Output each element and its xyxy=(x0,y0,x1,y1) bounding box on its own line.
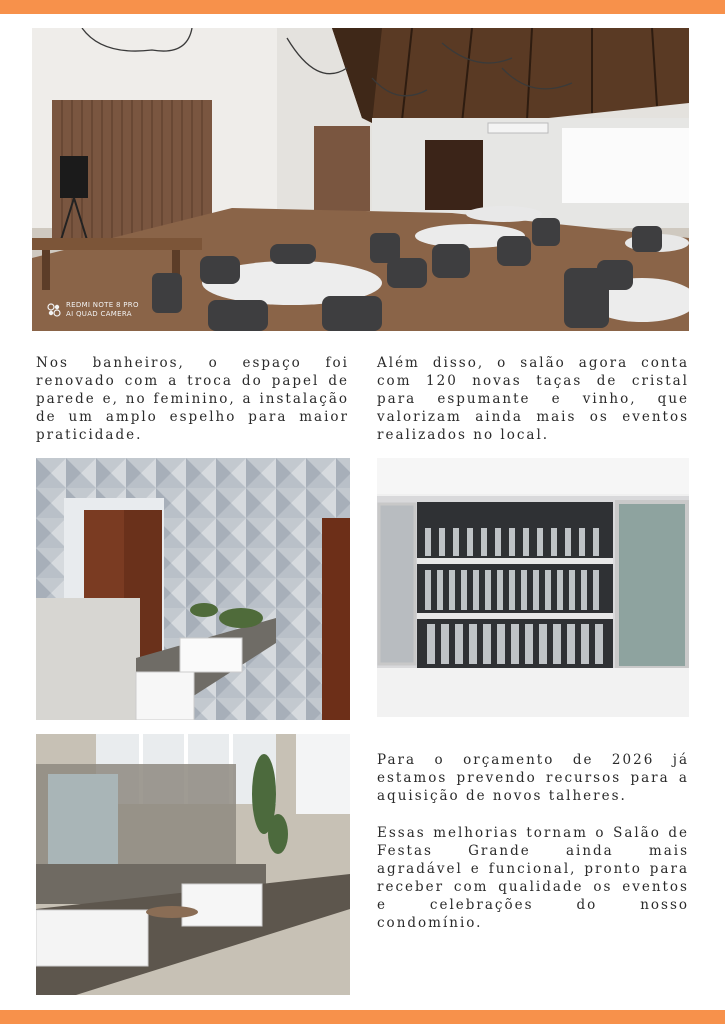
improvements-paragraph: Essas melhorias tornam o Salão de Festas Grande ainda mais agradável e funcional, pronto para receber com qualidade os eventos e celebrações do nosso condomínio. xyxy=(377,825,689,931)
bathroom-sinks-photo xyxy=(36,734,350,995)
bathroom-mirror-illustration xyxy=(36,458,350,720)
camera-label-line2: AI QUAD CAMERA xyxy=(66,310,132,318)
camera-watermark xyxy=(46,301,139,319)
glasses-paragraph: Além disso, o salão agora conta com 120 novas taças de cristal para espumante e vinho, que valorizam ainda mais os eventos realizados no local. xyxy=(377,355,689,443)
bathrooms-paragraph: Nos banheiros, o espaço foi renovado com a troca do papel de parede e, no feminino, a instalação de um amplo espelho para maior praticidade. xyxy=(36,355,349,443)
crystal-glasses-cabinet-photo xyxy=(377,458,689,717)
camera-dots-icon xyxy=(46,302,62,318)
top-accent-bar xyxy=(0,0,725,14)
cabinet-illustration xyxy=(377,458,689,717)
bathroom-mirror-photo xyxy=(36,458,350,720)
party-hall-illustration xyxy=(32,28,689,331)
bathroom-sinks-illustration xyxy=(36,734,350,995)
budget-paragraph: Para o orçamento de 2026 já estamos prevendo recursos para a aquisição de novos talheres. xyxy=(377,752,689,804)
bottom-accent-bar xyxy=(0,1010,725,1024)
camera-label-line1: REDMI NOTE 8 PRO xyxy=(66,301,139,309)
party-hall-photo xyxy=(32,28,689,331)
